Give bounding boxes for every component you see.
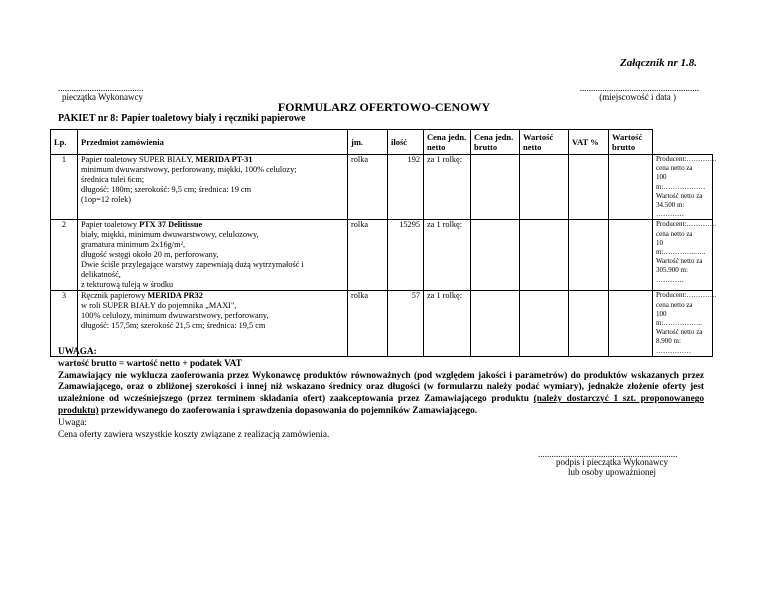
place-date-dots: ..................................................... bbox=[579, 83, 699, 93]
header-gross-value: Wartość brutto bbox=[609, 130, 653, 155]
offer-table bbox=[50, 129, 717, 357]
producent-line: 10 m:…………..….. bbox=[656, 238, 706, 257]
item-name-plain: Papier toaletowy bbox=[81, 220, 140, 230]
producent-line: cena netto za bbox=[656, 300, 693, 309]
header-empty bbox=[653, 130, 713, 155]
item-detail: średnica tulei 6cm; bbox=[81, 175, 145, 184]
table-header-row bbox=[51, 130, 713, 155]
producent-line: Wartość netto za bbox=[656, 328, 703, 337]
row-gross-value bbox=[609, 155, 653, 220]
producent-line: 100 m:…………….. bbox=[656, 309, 702, 328]
producent-line: Producent:…………. bbox=[656, 220, 717, 229]
annex-number: Załącznik nr 1.8. bbox=[619, 57, 697, 69]
row-unit: rolka bbox=[348, 155, 388, 220]
stamp-dots: ...................................... bbox=[58, 83, 144, 93]
packet-title: PAKIET nr 8: Papier toaletowy biały i ręczniki papierowe bbox=[58, 113, 306, 124]
item-detail: minimum dwuwarstwowy, perforowany, miękki, 100% celulozy; bbox=[81, 165, 297, 174]
price-includes-note: Cena oferty zawiera wszystkie koszty związane z realizacją zamówienia. bbox=[58, 429, 330, 440]
table-row bbox=[51, 155, 713, 220]
item-name-plain: Ręcznik papierowy bbox=[81, 291, 148, 301]
form-title: FORMULARZ OFERTOWO-CENOWY bbox=[277, 100, 491, 114]
gross-formula: wartość brutto = wartość netto + podatek VAT bbox=[58, 358, 242, 369]
table-row bbox=[51, 220, 713, 291]
notes-section bbox=[58, 347, 704, 441]
header-vat: VAT % bbox=[569, 130, 609, 155]
item-name-bold: MERIDA PR32 bbox=[147, 291, 203, 301]
row-lp: 1 bbox=[51, 155, 78, 220]
note-text: Zamawiający nie wyklucza zaoferowania przez Wykonawcę produktów równoważnych (pod względem jakości i parametrów) do produktów wskazanych przez Zamawiającego, oraz o zbliżonej szerokości i innej niż wskazano średnicy oraz długości (w formularzu należy podać wymiary), jednakże złożenie oferty jest uzależnione od wcześniejszego (przez terminem składania ofert) zaakceptowania przez Zamawiającego produktu bbox=[58, 370, 704, 405]
signature-label: podpis i pieczątka Wykonawcy bbox=[556, 457, 669, 467]
row-unit: rolka bbox=[348, 220, 388, 291]
equivalent-products-note bbox=[58, 371, 704, 418]
row-lp: 2 bbox=[51, 220, 78, 291]
item-name-plain: Papier toaletowy SUPER BIAŁY, bbox=[81, 155, 196, 164]
row-unit-net: za 1 rolkę: bbox=[424, 155, 471, 220]
signature-dots: .............................................................. bbox=[538, 449, 678, 459]
producent-line: Wartość netto za bbox=[656, 191, 703, 200]
row-qty: 15295 bbox=[388, 220, 424, 291]
row-vat bbox=[569, 155, 609, 220]
item-detail: 100% celulozy, minimum dwuwarstwowy, perforowany, bbox=[81, 311, 269, 321]
header-lp: Lp. bbox=[51, 130, 78, 155]
header-qty: ilość bbox=[388, 130, 424, 155]
row-qty: 192 bbox=[388, 155, 424, 220]
header-unit-gross: Cena jedn. brutto bbox=[471, 130, 520, 155]
second-note-heading: Uwaga: bbox=[58, 417, 87, 428]
row-unit-net: za 1 rolkę: bbox=[424, 291, 471, 356]
item-detail: długość: 180m; szerokość: 9,5 cm; średnica: 19 cm bbox=[81, 185, 252, 194]
item-detail: w roli SUPER BIAŁY do pojemnika „MAXI", bbox=[81, 301, 237, 311]
item-detail: z tekturową tuleją w środku bbox=[81, 280, 174, 290]
row-unit-gross bbox=[471, 220, 520, 291]
row-net-value bbox=[520, 155, 569, 220]
producent-line: 34.500 m: ………… bbox=[656, 201, 685, 219]
place-date-label: (miejscowość i data ) bbox=[599, 92, 676, 102]
producent-line: cena netto za bbox=[656, 164, 693, 173]
producent-line: 100 m:……………… bbox=[656, 173, 706, 191]
producent-line: 305.900 m: ………… bbox=[656, 266, 688, 284]
item-detail: gramatura minimum 2x16g/m², bbox=[81, 240, 186, 250]
row-net-value bbox=[520, 220, 569, 291]
item-detail: Dwie ściśle przylegające warstwy zapewniają dużą wytrzymałość i bbox=[81, 260, 304, 270]
row-description bbox=[78, 220, 348, 291]
item-detail: biały, miękki, minimum dwuwarstwowy, celulozowy, bbox=[81, 230, 259, 240]
row-producent-note bbox=[653, 155, 717, 220]
signature-sublabel: lub osoby upoważnionej bbox=[568, 467, 656, 477]
item-detail: długość: 157,5m; szerokość 21,5 cm; średnica: 19,5 cm bbox=[81, 321, 266, 331]
note-text-end: przewidywanego do zaoferowania i sprawdzenia dopasowania do pojemników Zamawiającego. bbox=[98, 405, 478, 416]
row-unit-net: za 1 rolkę: bbox=[424, 220, 471, 291]
row-gross-value bbox=[609, 220, 653, 291]
row-lp: 3 bbox=[51, 291, 78, 356]
header-unit: jm. bbox=[348, 130, 388, 155]
producent-line: Wartość netto za bbox=[656, 257, 703, 266]
row-description bbox=[78, 155, 348, 220]
stamp-label: pieczątka Wykonawcy bbox=[62, 92, 144, 102]
row-unit: rolka bbox=[348, 291, 388, 356]
producent-line: Producent:…………. bbox=[656, 155, 717, 163]
row-unit-gross bbox=[471, 155, 520, 220]
item-name-bold: PTX 37 Delitissue bbox=[139, 220, 203, 230]
row-qty: 57 bbox=[388, 291, 424, 356]
item-detail: (1op=12 rolek) bbox=[81, 195, 132, 204]
producent-line: cena netto za bbox=[656, 229, 693, 238]
header-unit-net: Cena jedn. netto bbox=[424, 130, 471, 155]
row-vat bbox=[569, 220, 609, 291]
item-name-bold: MERIDA PT-31 bbox=[195, 155, 253, 164]
row-producent-note bbox=[653, 220, 717, 291]
producent-line: Producent:…………. bbox=[656, 291, 717, 300]
producent-line: 8.900 m: …………… bbox=[656, 337, 691, 355]
note-underlined: (należy dostarczyć 1 szt. proponowanego produktu) bbox=[58, 394, 704, 416]
header-net-value: Wartość netto bbox=[520, 130, 569, 155]
notes-heading: UWAGA: bbox=[58, 347, 97, 357]
item-detail: delikatność, bbox=[81, 270, 121, 280]
header-item: Przedmiot zamówienia bbox=[78, 130, 348, 155]
item-detail: długość wstęgi około 20 m, perforowany, bbox=[81, 250, 219, 260]
